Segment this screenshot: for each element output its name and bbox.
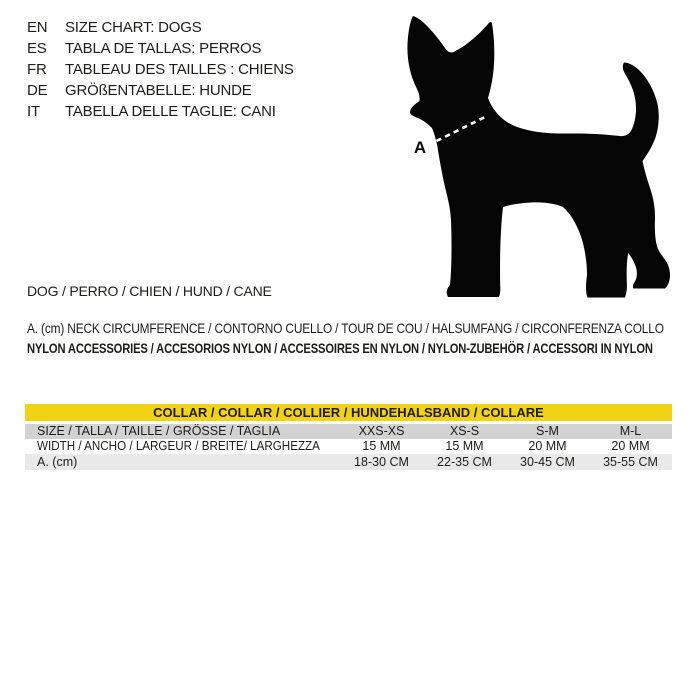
language-code: FR (27, 61, 47, 78)
table-row-size (25, 424, 672, 439)
language-list (27, 17, 294, 122)
width-value: 20 MM (506, 439, 589, 454)
language-code: DE (27, 82, 48, 99)
size-table (25, 404, 672, 470)
dog-body-shape (407, 16, 670, 298)
material-note: NYLON ACCESSORIES / ACCESORIOS NYLON / ACCESSOIRES EN NYLON / NYLON-ZUBEHÖR / ACCESSORI IN NYLON (27, 340, 653, 356)
language-title: TABLA DE TALLAS: PERROS (65, 40, 262, 57)
language-title: GRÖßENTABELLE: HUNDE (65, 82, 252, 99)
width-value: 15 MM (423, 439, 506, 454)
table-title: COLLAR / COLLAR / COLLIER / HUNDEHALSBAND / COLLARE (25, 404, 672, 424)
row-label-text: A. (cm) (37, 455, 78, 469)
language-row (27, 17, 294, 38)
size-value: XXS-XS (340, 424, 423, 439)
width-value: 20 MM (589, 439, 672, 454)
row-label-text: SIZE / TALLA / TAILLE / GRÖSSE / TAGLIA (37, 424, 281, 438)
table-header-row (25, 404, 672, 424)
neck-value: 35-55 CM (589, 454, 672, 470)
language-code: IT (27, 103, 40, 120)
language-code: ES (27, 40, 47, 57)
dog-silhouette-icon (390, 5, 690, 315)
table-row-width (25, 439, 672, 454)
table-row-neck (25, 454, 672, 470)
row-label (25, 439, 340, 454)
size-value: M-L (589, 424, 672, 439)
measure-point-label: A (413, 138, 427, 157)
neck-value: 22-35 CM (423, 454, 506, 470)
language-title: SIZE CHART: DOGS (65, 19, 202, 36)
language-row (27, 38, 294, 59)
language-title: TABLEAU DES TAILLES : CHIENS (65, 61, 294, 78)
language-row (27, 101, 294, 122)
neck-value: 30-45 CM (506, 454, 589, 470)
language-row (27, 80, 294, 101)
row-label (25, 454, 340, 470)
language-row (27, 59, 294, 80)
language-title: TABELLA DELLE TAGLIE: CANI (65, 103, 276, 120)
neck-value: 18-30 CM (340, 454, 423, 470)
animal-caption: DOG / PERRO / CHIEN / HUND / CANE (27, 283, 272, 299)
size-value: XS-S (423, 424, 506, 439)
row-label (25, 424, 340, 439)
size-value: S-M (506, 424, 589, 439)
row-label-text: WIDTH / ANCHO / LARGEUR / BREITE/ LARGHEZZA (37, 439, 320, 453)
width-value: 15 MM (340, 439, 423, 454)
language-code: EN (27, 19, 48, 36)
measure-description: A. (cm) NECK CIRCUMFERENCE / CONTORNO CUELLO / TOUR DE COU / HALSUMFANG / CIRCONFERENZA COLLO (27, 320, 664, 336)
